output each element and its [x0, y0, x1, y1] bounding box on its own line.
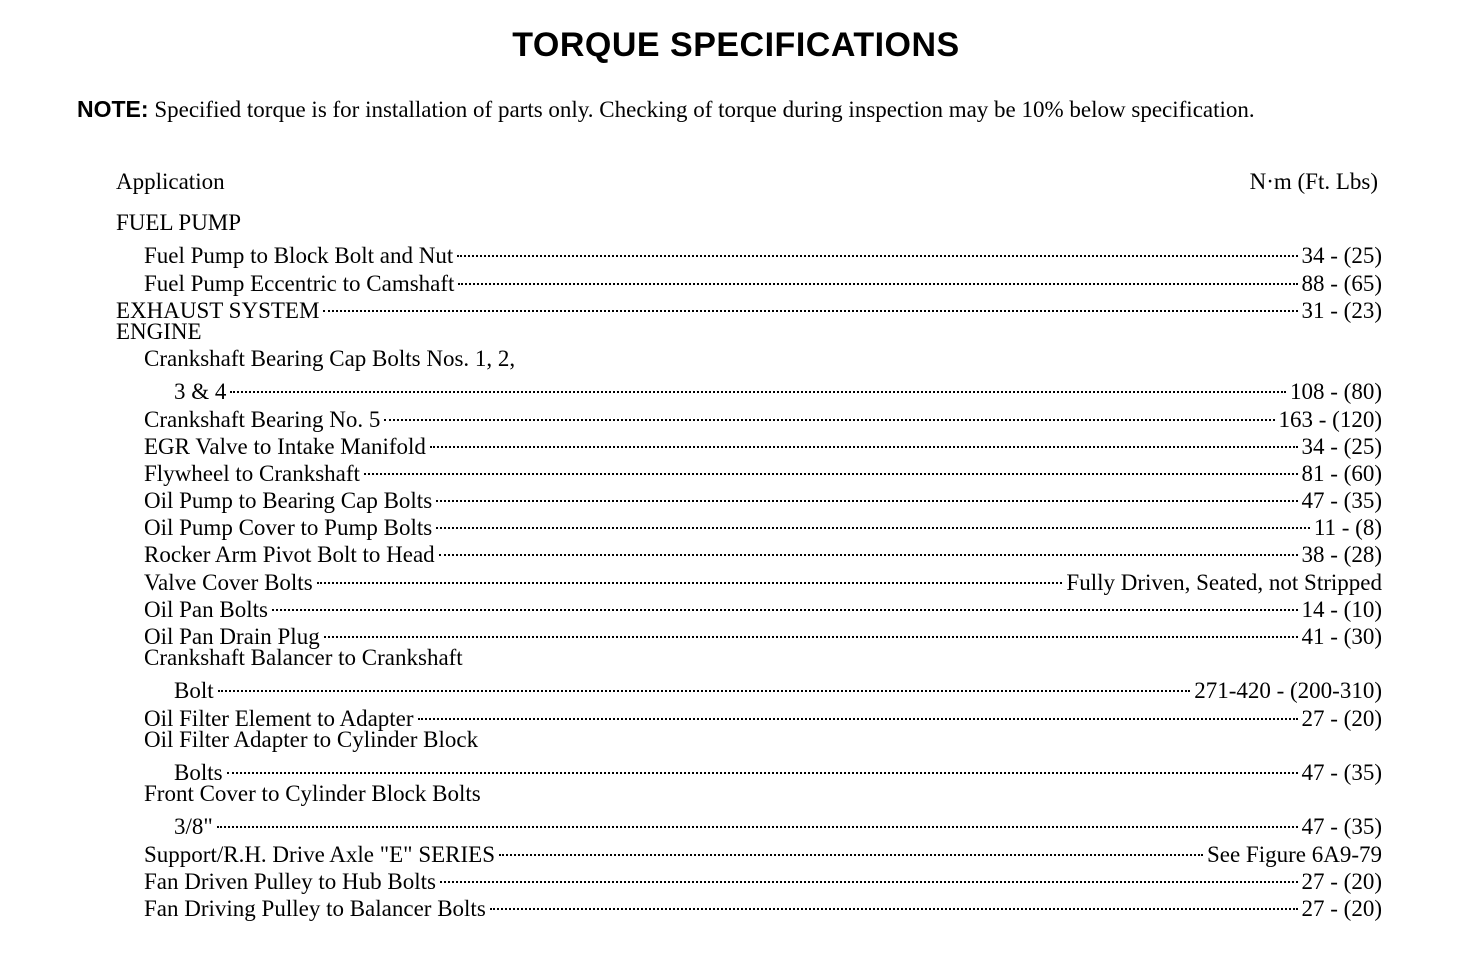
row-label: 3/8"	[174, 814, 213, 840]
table-row	[116, 753, 1382, 785]
row-value: 27 - (20)	[1301, 705, 1382, 731]
row-label: EXHAUST SYSTEM	[116, 297, 320, 323]
table-row	[116, 399, 1382, 432]
dot-leader	[458, 263, 1297, 290]
row-label: 3 & 4	[174, 379, 227, 405]
dot-leader	[436, 481, 1297, 508]
row-label: Oil Filter Element to Adapter	[144, 705, 414, 731]
table-row	[116, 834, 1382, 867]
dot-leader	[418, 698, 1298, 725]
row-label: Fuel Pump to Block Bolt and Nut	[144, 243, 454, 269]
dot-leader	[440, 862, 1298, 889]
row-value: 34 - (25)	[1301, 433, 1382, 459]
row-label: Crankshaft Bearing Cap Bolts Nos. 1, 2,	[144, 345, 516, 371]
table-row	[116, 807, 1382, 840]
row-value: 47 - (35)	[1301, 814, 1382, 840]
dot-leader	[324, 617, 1298, 644]
row-label: Crankshaft Bearing No. 5	[144, 406, 381, 432]
dot-leader	[217, 807, 1298, 834]
row-value: 47 - (35)	[1301, 488, 1382, 514]
table-row	[116, 617, 1382, 649]
table-row	[116, 726, 1382, 753]
dot-leader	[323, 291, 1297, 318]
row-value: See Figure 6A9-79	[1206, 841, 1382, 867]
row-value: 38 - (28)	[1301, 542, 1382, 568]
column-header-units: N·m (Ft. Lbs)	[1249, 169, 1378, 194]
row-label: Fan Driven Pulley to Hub Bolts	[144, 868, 436, 894]
row-value: 88 - (65)	[1301, 270, 1382, 296]
dot-leader	[384, 399, 1274, 426]
row-value: 108 - (80)	[1290, 379, 1382, 405]
row-label: Oil Filter Adapter to Cylinder Block	[144, 726, 479, 752]
row-value: 81 - (60)	[1301, 460, 1382, 486]
dot-leader	[499, 834, 1203, 861]
row-value: 163 - (120)	[1278, 406, 1382, 432]
table-header	[116, 168, 1382, 196]
column-header-application: Application	[116, 169, 225, 194]
row-label: FUEL PUMP	[116, 210, 242, 235]
dot-leader	[227, 753, 1298, 780]
dot-leader	[272, 590, 1298, 617]
dot-leader	[490, 889, 1298, 916]
row-label: Oil Pan Bolts	[144, 596, 268, 622]
dot-leader	[218, 671, 1191, 698]
row-label: Flywheel to Crankshaft	[144, 460, 360, 486]
page-title: TORQUE SPECIFICATIONS	[512, 26, 960, 64]
dot-leader	[317, 562, 1063, 589]
table-body	[116, 209, 1382, 921]
dot-leader	[439, 535, 1298, 562]
table-row	[116, 780, 1382, 807]
row-value: 47 - (35)	[1301, 759, 1382, 785]
row-label: EGR Valve to Intake Manifold	[144, 433, 426, 459]
table-row	[116, 671, 1382, 704]
dot-leader	[436, 508, 1310, 535]
table-row	[116, 590, 1382, 622]
note-label: NOTE:	[77, 96, 149, 122]
dot-leader	[430, 427, 1298, 454]
row-value: 11 - (8)	[1313, 515, 1382, 541]
row-value: 34 - (25)	[1301, 243, 1382, 269]
row-label: Fan Driving Pulley to Balancer Bolts	[144, 895, 486, 921]
row-label: Fuel Pump Eccentric to Camshaft	[144, 270, 455, 296]
row-label: Valve Cover Bolts	[144, 569, 313, 595]
dot-leader	[457, 236, 1297, 263]
table-row	[116, 644, 1382, 671]
row-label: ENGINE	[116, 318, 202, 344]
row-value: 27 - (20)	[1301, 895, 1382, 921]
row-label: Front Cover to Cylinder Block Bolts	[144, 780, 481, 806]
table-row	[116, 698, 1382, 731]
torque-table	[116, 168, 1382, 921]
row-label: Bolt	[174, 678, 214, 704]
row-label: Oil Pump to Bearing Cap Bolts	[144, 488, 433, 514]
row-label: Support/R.H. Drive Axle "E" SERIES	[144, 841, 495, 867]
row-label: Rocker Arm Pivot Bolt to Head	[144, 542, 435, 568]
row-value: 27 - (20)	[1301, 868, 1382, 894]
note-paragraph	[20, 96, 1438, 123]
row-value: 41 - (30)	[1301, 624, 1382, 649]
row-label: Oil Pan Drain Plug	[144, 624, 320, 649]
row-label: Oil Pump Cover to Pump Bolts	[144, 515, 433, 541]
table-row	[116, 236, 1382, 269]
table-row	[116, 372, 1382, 405]
table-row	[116, 345, 1382, 372]
section-heading-row	[116, 209, 1382, 236]
dot-leader	[364, 454, 1298, 481]
row-label: Bolts	[174, 759, 223, 785]
note-text: Specified torque is for installation of parts only. Checking of torque during inspection may be 10% below specification.	[154, 97, 1255, 122]
row-label: Crankshaft Balancer to Crankshaft	[144, 645, 463, 670]
row-value: 31 - (23)	[1301, 297, 1382, 323]
row-value: 271-420 - (200-310)	[1194, 678, 1382, 704]
dot-leader	[230, 372, 1286, 399]
row-value: 14 - (10)	[1301, 596, 1382, 622]
row-value: Fully Driven, Seated, not Stripped	[1066, 569, 1382, 595]
